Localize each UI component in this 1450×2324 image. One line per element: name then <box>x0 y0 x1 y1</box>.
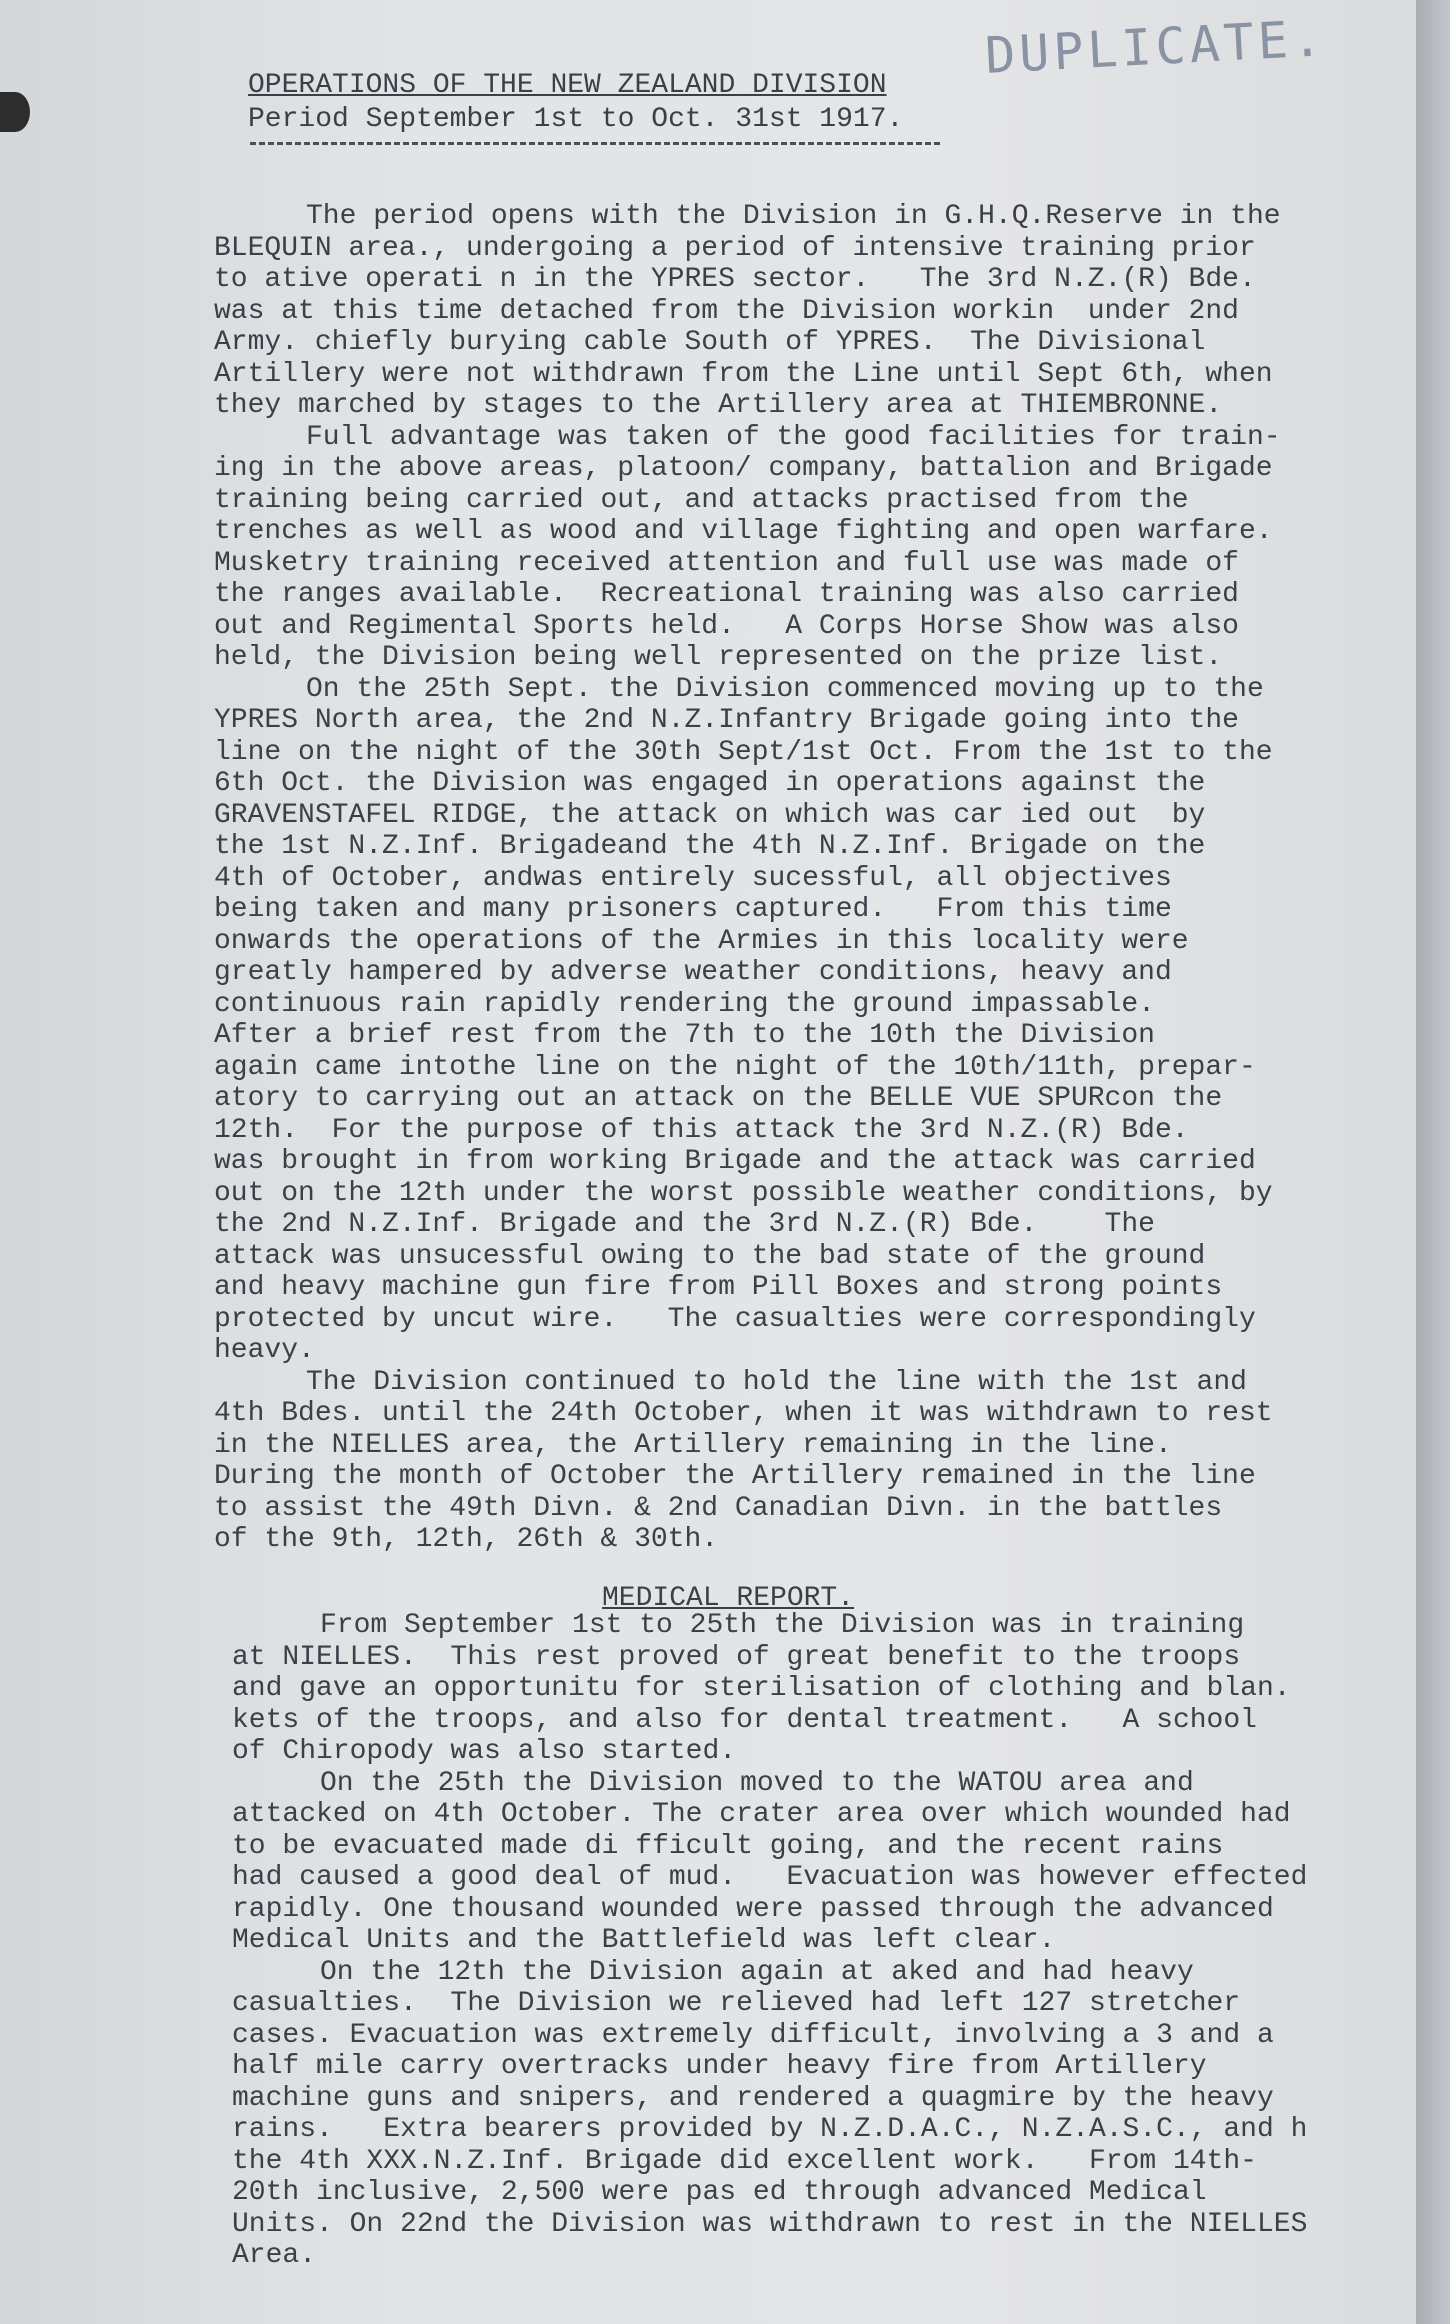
text-line: casualties. The Division we relieved had left 127 stretcher <box>232 1988 1241 2019</box>
text-line: 4th of October, andwas entirely sucessful, all objectives <box>214 863 1172 894</box>
text-line: On the 25th the Division moved to the WATOU area and <box>320 1768 1194 1799</box>
text-line: to be evacuated made di fficult going, and the recent rains <box>232 1831 1224 1862</box>
page-edge <box>1416 0 1450 2324</box>
text-line: Musketry training received attention and full use was made of <box>214 548 1239 579</box>
text-line: out on the 12th under the worst possible weather conditions, by <box>214 1178 1273 1209</box>
text-line: On the 25th Sept. the Division commenced moving up to the <box>306 674 1264 705</box>
text-line: After a brief rest from the 7th to the 10th the Division <box>214 1020 1155 1051</box>
text-line: was brought in from working Brigade and the attack was carried <box>214 1146 1256 1177</box>
text-line: ing in the above areas, platoon/ company, battalion and Brigade <box>214 453 1273 484</box>
text-line: machine guns and snipers, and rendered a quagmire by the heavy <box>232 2083 1274 2114</box>
text-line: again came intothe line on the night of the 10th/11th, prepar- <box>214 1052 1256 1083</box>
duplicate-stamp: DUPLICATE. <box>983 9 1328 85</box>
document-title: OPERATIONS OF THE NEW ZEALAND DIVISION <box>248 70 887 101</box>
document-period: Period September 1st to Oct. 31st 1917. <box>248 104 904 135</box>
text-line: From September 1st to 25th the Division was in training <box>320 1610 1245 1641</box>
text-line: the ranges available. Recreational training was also carried <box>214 579 1239 610</box>
text-line: being taken and many prisoners captured. From this time <box>214 894 1172 925</box>
text-line: onwards the operations of the Armies in this locality were <box>214 926 1189 957</box>
text-line: to ative operati n in the YPRES sector. The 3rd N.Z.(R) Bde. <box>214 264 1256 295</box>
text-line: at NIELLES. This rest proved of great benefit to the troops <box>232 1642 1241 1673</box>
text-line: was at this time detached from the Division workin under 2nd <box>214 296 1239 327</box>
text-line: half mile carry overtracks under heavy fire from Artillery <box>232 2051 1207 2082</box>
text-line: 6th Oct. the Division was engaged in operations against the <box>214 768 1206 799</box>
text-line: Medical Units and the Battlefield was left clear. <box>232 1925 1056 1956</box>
text-line: attack was unsucessful owing to the bad state of the ground <box>214 1241 1206 1272</box>
text-line: rains. Extra bearers provided by N.Z.D.A.C., N.Z.A.S.C., and h <box>232 2114 1308 2145</box>
text-line: held, the Division being well represented on the prize list. <box>214 642 1223 673</box>
text-line: Area. <box>232 2240 317 2271</box>
text-line: in the NIELLES area, the Artillery remaining in the line. <box>214 1430 1172 1461</box>
text-line: atory to carrying out an attack on the BELLE VUE SPURcon the <box>214 1083 1223 1114</box>
text-line: 20th inclusive, 2,500 were pas ed through advanced Medical <box>232 2177 1207 2208</box>
text-line: During the month of October the Artillery remained in the line <box>214 1461 1256 1492</box>
text-line: 4th Bdes. until the 24th October, when it was withdrawn to rest <box>214 1398 1273 1429</box>
text-line: kets of the troops, and also for dental treatment. A school <box>232 1705 1257 1736</box>
text-line: rapidly. One thousand wounded were passed through the advanced <box>232 1894 1274 1925</box>
text-line: YPRES North area, the 2nd N.Z.Infantry Brigade going into the <box>214 705 1239 736</box>
punch-hole <box>0 92 30 132</box>
text-line: training being carried out, and attacks practised from the <box>214 485 1189 516</box>
text-line: of Chiropody was also started. <box>232 1736 737 1767</box>
text-line: cases. Evacuation was extremely difficult, involving a 3 and a <box>232 2020 1274 2051</box>
medical-report-heading: MEDICAL REPORT. <box>602 1583 855 1614</box>
text-line: Army. chiefly burying cable South of YPRES. The Divisional <box>214 327 1206 358</box>
text-line: the 2nd N.Z.Inf. Brigade and the 3rd N.Z.(R) Bde. The <box>214 1209 1155 1240</box>
text-line: heavy. <box>214 1335 315 1366</box>
text-line: the 4th XXX.N.Z.Inf. Brigade did excellent work. From 14th- <box>232 2146 1257 2177</box>
text-line: The Division continued to hold the line with the 1st and <box>306 1367 1247 1398</box>
text-line: greatly hampered by adverse weather conditions, heavy and <box>214 957 1172 988</box>
title-rule <box>250 142 940 145</box>
text-line: continuous rain rapidly rendering the ground impassable. <box>214 989 1155 1020</box>
text-line: line on the night of the 30th Sept/1st Oct. From the 1st to the <box>214 737 1273 768</box>
text-line: to assist the 49th Divn. & 2nd Canadian Divn. in the battles <box>214 1493 1223 1524</box>
text-line: BLEQUIN area., undergoing a period of intensive training prior <box>214 233 1256 264</box>
text-line: Artillery were not withdrawn from the Line until Sept 6th, when <box>214 359 1273 390</box>
text-line: of the 9th, 12th, 26th & 30th. <box>214 1524 719 1555</box>
text-line: Units. On 22nd the Division was withdrawn to rest in the NIELLES <box>232 2209 1308 2240</box>
text-line: out and Regimental Sports held. A Corps Horse Show was also <box>214 611 1239 642</box>
text-line: trenches as well as wood and village fighting and open warfare. <box>214 516 1273 547</box>
text-line: GRAVENSTAFEL RIDGE, the attack on which was car ied out by <box>214 800 1206 831</box>
text-line: attacked on 4th October. The crater area over which wounded had <box>232 1799 1291 1830</box>
text-line: 12th. For the purpose of this attack the 3rd N.Z.(R) Bde. <box>214 1115 1189 1146</box>
text-line: protected by uncut wire. The casualties were correspondingly <box>214 1304 1256 1335</box>
text-line: The period opens with the Division in G.H.Q.Reserve in the <box>306 201 1281 232</box>
text-line: Full advantage was taken of the good facilities for train- <box>306 422 1281 453</box>
text-line: they marched by stages to the Artillery area at THIEMBRONNE. <box>214 390 1223 421</box>
text-line: the 1st N.Z.Inf. Brigadeand the 4th N.Z.Inf. Brigade on the <box>214 831 1206 862</box>
text-line: had caused a good deal of mud. Evacuation was however effected <box>232 1862 1308 1893</box>
text-line: and heavy machine gun fire from Pill Boxes and strong points <box>214 1272 1223 1303</box>
text-line: On the 12th the Division again at aked and had heavy <box>320 1957 1194 1988</box>
text-line: and gave an opportunitu for sterilisation of clothing and blan. <box>232 1673 1291 1704</box>
